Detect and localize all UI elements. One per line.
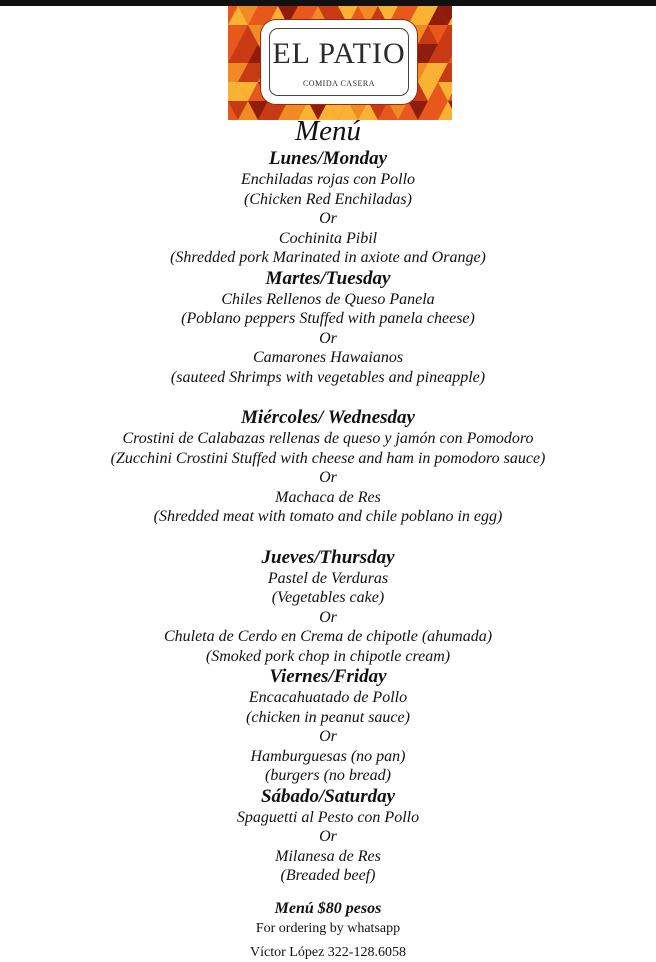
menu-line: Or <box>319 728 337 745</box>
spacer <box>0 527 656 547</box>
day-heading: Sábado/Saturday <box>260 785 396 807</box>
menu-line: (Zucchini Crostini Stuffed with cheese and ham in pomodoro sauce) <box>110 449 546 467</box>
menu-line: Encacahuatado de Pollo <box>248 689 408 706</box>
day-section-wednesday <box>0 407 656 527</box>
menu-line: (sauteed Shrimps with vegetables and pineapple) <box>170 368 486 386</box>
contact-phone: Víctor López 322-128.6058 <box>250 945 406 960</box>
menu-line: (chicken in peanut sauce) <box>246 708 410 726</box>
menu-line: Hamburguesas (no pan) <box>250 747 406 765</box>
day-section-thursday <box>0 547 656 667</box>
menu-line: (Breaded beef) <box>280 867 376 884</box>
menu-line: (Shredded pork Marinated in axiote and Orange) <box>170 249 486 266</box>
menu-line: (burgers (no bread) <box>265 767 391 784</box>
menu-line: Chuleta de Cerdo en Crema de chipotle (ahumada) <box>163 628 493 645</box>
day-heading: Martes/Tuesday <box>265 267 391 289</box>
day-section-tuesday <box>0 268 656 388</box>
menu-line: (Smoked pork chop in chipotle cream) <box>205 647 451 665</box>
menu-line: Or <box>319 469 337 486</box>
menu-line: Or <box>319 828 337 845</box>
logo-plate <box>264 23 414 101</box>
menu <box>0 114 656 886</box>
el-patio-logo <box>228 6 452 120</box>
menu-price: Menú $80 pesos <box>274 900 382 917</box>
ordering-note: For ordering by whatsapp <box>255 921 401 936</box>
logo-inner-frame <box>269 28 409 96</box>
day-heading: Miércoles/ Wednesday <box>241 407 415 428</box>
menu-line: Crostini de Calabazas rellenas de queso y jamón con Pomodoro <box>122 430 534 447</box>
menu-line: Or <box>319 210 337 227</box>
menu-line: Machaca de Res <box>275 488 381 506</box>
menu-line: (Vegetables cake) <box>271 589 385 606</box>
menu-line: Or <box>319 329 337 347</box>
menu-line: (Chicken Red Enchiladas) <box>244 190 412 208</box>
menu-line: Camarones Hawaianos <box>252 349 404 366</box>
spacer <box>0 387 656 407</box>
menu-line: Or <box>319 608 337 626</box>
menu-line: (Poblano peppers Stuffed with panela cheese) <box>181 310 475 327</box>
day-heading: Jueves/Thursday <box>261 546 395 568</box>
menu-line: Cochinita Pibil <box>278 229 378 247</box>
logo-title: EL PATIO <box>272 36 406 70</box>
menu-line: Chiles Rellenos de Queso Panela <box>221 290 435 308</box>
day-heading: Viernes/Friday <box>269 666 387 687</box>
footer <box>0 898 656 962</box>
day-section-friday <box>0 666 656 786</box>
logo-subtitle: COMIDA CASERA <box>302 78 376 88</box>
menu-line: Pastel de Verduras <box>267 569 389 587</box>
menu-line: Milanesa de Res <box>275 847 381 865</box>
menu-title: Menú <box>294 115 362 147</box>
day-section-saturday <box>0 786 656 886</box>
menu-line: (Shredded meat with tomato and chile poblano in egg) <box>153 508 503 525</box>
menu-line: Enchiladas rojas con Pollo <box>240 171 416 188</box>
menu-line: Spaguetti al Pesto con Pollo <box>236 808 420 826</box>
day-section-monday <box>0 148 656 268</box>
day-heading: Lunes/Monday <box>268 148 388 169</box>
